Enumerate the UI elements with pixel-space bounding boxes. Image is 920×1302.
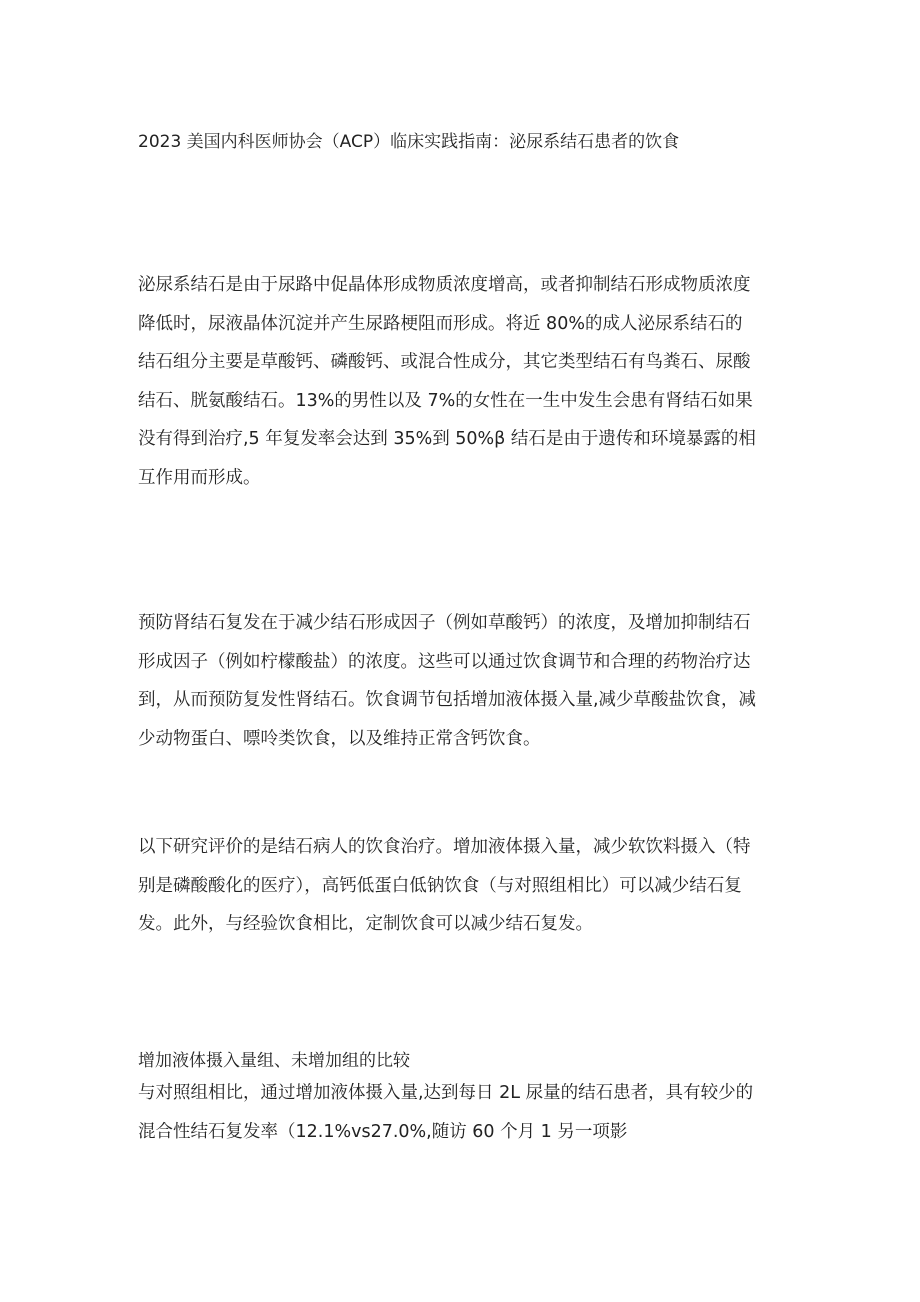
paragraph-line: 预防肾结石复发在于减少结石形成因子（例如草酸钙）的浓度，及增加抑制结石 (138, 613, 751, 633)
paragraph-1 (138, 266, 798, 497)
paragraph-line: 以下研究评价的是结石病人的饮食治疗。增加液体摄入量，减少软饮料摄入（特 (138, 837, 751, 857)
paragraph-line: 没有得到治疗,5 年复发率会达到 35%到 50%β 结石是由于遗传和环境暴露的相 (138, 429, 756, 449)
paragraph-line: 结石、胱氨酸结石。13%的男性以及 7%的女性在一生中发生会患有肾结石如果 (138, 390, 753, 411)
paragraph-line: 混合性结石复发率（12.1%vs27.0%,随访 60 个月 1 另一项影 (138, 1121, 628, 1142)
paragraph-line: 结石组分主要是草酸钙、磷酸钙、或混合性成分，其它类型结石有鸟粪石、尿酸 (138, 352, 751, 372)
paragraph-2 (138, 604, 798, 758)
paragraph-line: 少动物蛋白、嘌呤类饮食，以及维持正常含钙饮食。 (138, 728, 541, 749)
paragraph-line: 别是磷酸酸化的医疗），高钙低蛋白低钠饮食（与对照组相比）可以减少结石复 (138, 875, 742, 896)
paragraph-line: 形成因子（例如柠檬酸盐）的浓度。这些可以通过饮食调节和合理的药物治疗达 (138, 651, 751, 672)
document-title: 2023 美国内科医师协会（ACP）临床实践指南：泌尿系结石患者的饮食 (138, 132, 680, 152)
paragraph-line: 泌尿系结石是由于尿路中促晶体形成物质浓度增高，或者抑制结石形成物质浓度 (138, 275, 751, 295)
paragraph-4 (138, 1074, 798, 1151)
paragraph-line: 互作用而形成。 (138, 467, 261, 488)
paragraph-line: 降低时，尿液晶体沉淀并产生尿路梗阻而形成。将近 80%的成人泌尿系结石的 (138, 313, 743, 334)
paragraph-3 (138, 828, 798, 944)
section-subheading: 增加液体摄入量组、未增加组的比较 (138, 1051, 410, 1071)
paragraph-line: 到，从而预防复发性肾结石。饮食调节包括增加液体摄入量,减少草酸盐饮食，减 (138, 690, 757, 710)
paragraph-line: 发。此外，与经验饮食相比，定制饮食可以减少结石复发。 (138, 914, 593, 934)
paragraph-line: 与对照组相比，通过增加液体摄入量,达到每日 2L 尿量的结石患者，具有较少的 (138, 1083, 754, 1103)
